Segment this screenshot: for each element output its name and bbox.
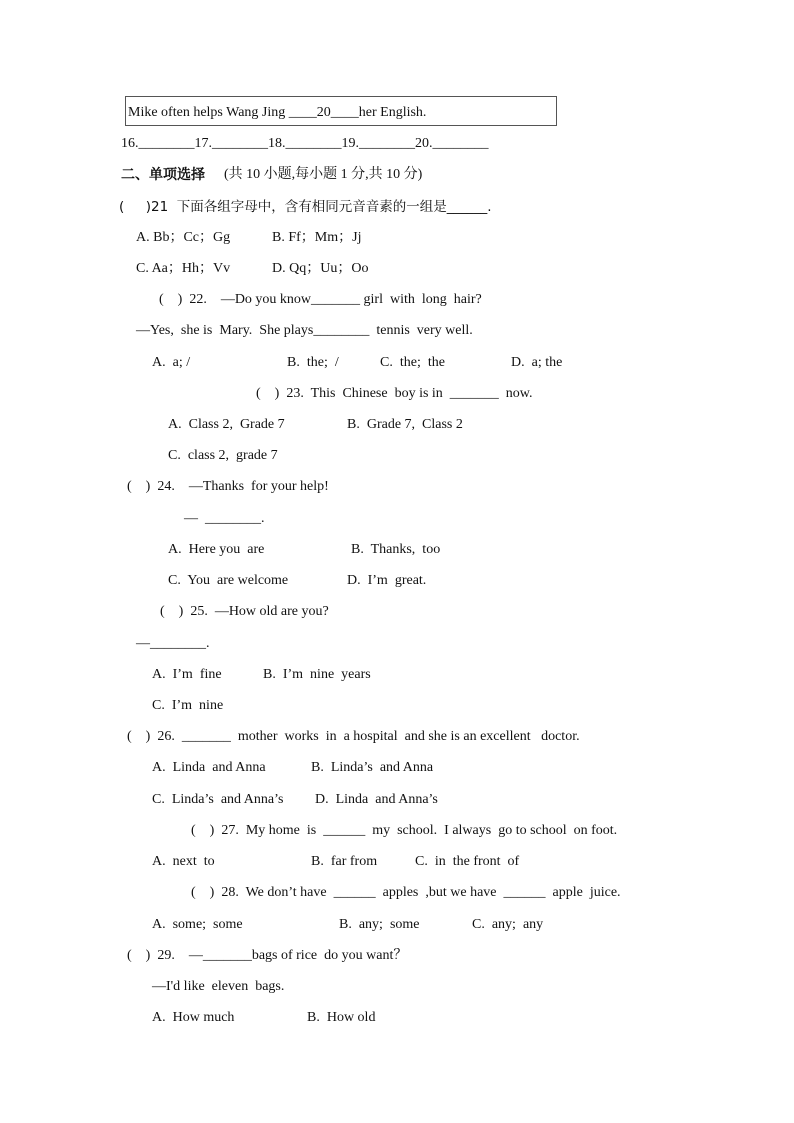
answer-blanks-line: 16.________17.________18.________19.________20.________: [121, 136, 489, 151]
q27-option-c: C. in the front of: [415, 854, 520, 869]
q26-option-a: A. Linda and Anna: [152, 760, 266, 775]
q26-option-c: C. Linda’s and Anna’s: [152, 792, 284, 807]
q28-option-c: C. any; any: [472, 917, 544, 932]
q21-option-b: B. Ff；Mm；Jj: [272, 230, 362, 245]
q23-option-a: A. Class 2, Grade 7: [168, 417, 285, 432]
q28-stem: ( ) 28. We don’t have ______ apples ,but we have ______ apple juice.: [191, 885, 621, 900]
q25-stem: ( ) 25. —How old are you?: [160, 604, 329, 619]
q22-option-a: A. a; /: [152, 355, 191, 370]
q24-option-d: D. I’m great.: [347, 573, 427, 588]
q24-line2: — ________.: [184, 511, 265, 526]
q22-option-c: C. the; the: [380, 355, 445, 370]
q27-option-a: A. next to: [152, 854, 215, 869]
q24-stem: ( ) 24. —Thanks for your help!: [127, 479, 329, 494]
q24-option-a: A. Here you are: [168, 542, 265, 557]
q21-option-a: A. Bb；Cc；Gg: [136, 230, 231, 245]
q23-option-b: B. Grade 7, Class 2: [347, 417, 463, 432]
q22-option-b: B. the; /: [287, 355, 339, 370]
q29-option-a: A. How much: [152, 1010, 235, 1025]
q25-line2: —________.: [136, 636, 210, 651]
q28-option-a: A. some; some: [152, 917, 243, 932]
section-heading: 二、单项选择: [121, 167, 205, 183]
q25-option-c: C. I’m nine: [152, 698, 224, 713]
q22-line2: —Yes, she is Mary. She plays________ tennis very well.: [136, 323, 473, 338]
q27-stem: ( ) 27. My home is ______ my school. I always go to school on foot.: [191, 823, 618, 838]
q21-stem: ( )21 下面各组字母中，含有相同元音音素的一组是______.: [119, 199, 492, 215]
box-sentence: Mike often helps Wang Jing ____20____her English.: [128, 105, 427, 120]
q22-stem: ( ) 22. —Do you know_______ girl with long hair?: [159, 292, 482, 307]
q24-option-b: B. Thanks, too: [351, 542, 441, 557]
q22-option-d: D. a; the: [511, 355, 563, 370]
q26-option-d: D. Linda and Anna’s: [315, 792, 438, 807]
q23-stem: ( ) 23. This Chinese boy is in _______ now.: [256, 386, 533, 401]
q24-option-c: C. You are welcome: [168, 573, 289, 588]
q26-stem: ( ) 26. _______ mother works in a hospital and she is an excellent doctor.: [127, 729, 580, 744]
q29-stem: ( ) 29. —_______bags of rice do you want？: [127, 948, 408, 963]
q28-option-b: B. any; some: [339, 917, 420, 932]
sentence-box: [125, 96, 557, 126]
q29-line2: —I'd like eleven bags.: [152, 979, 285, 994]
section-note: (共 10 小题,每小题 1 分,共 10 分): [224, 167, 423, 182]
q26-option-b: B. Linda’s and Anna: [311, 760, 434, 775]
q25-option-a: A. I’m fine: [152, 667, 222, 682]
q21-option-c: C. Aa；Hh；Vv: [136, 261, 231, 276]
q27-option-b: B. far from: [311, 854, 378, 869]
q23-option-c: C. class 2, grade 7: [168, 448, 278, 463]
q21-option-d: D. Qq；Uu；Oo: [272, 261, 369, 276]
q25-option-b: B. I’m nine years: [263, 667, 371, 682]
q29-option-b: B. How old: [307, 1010, 376, 1025]
